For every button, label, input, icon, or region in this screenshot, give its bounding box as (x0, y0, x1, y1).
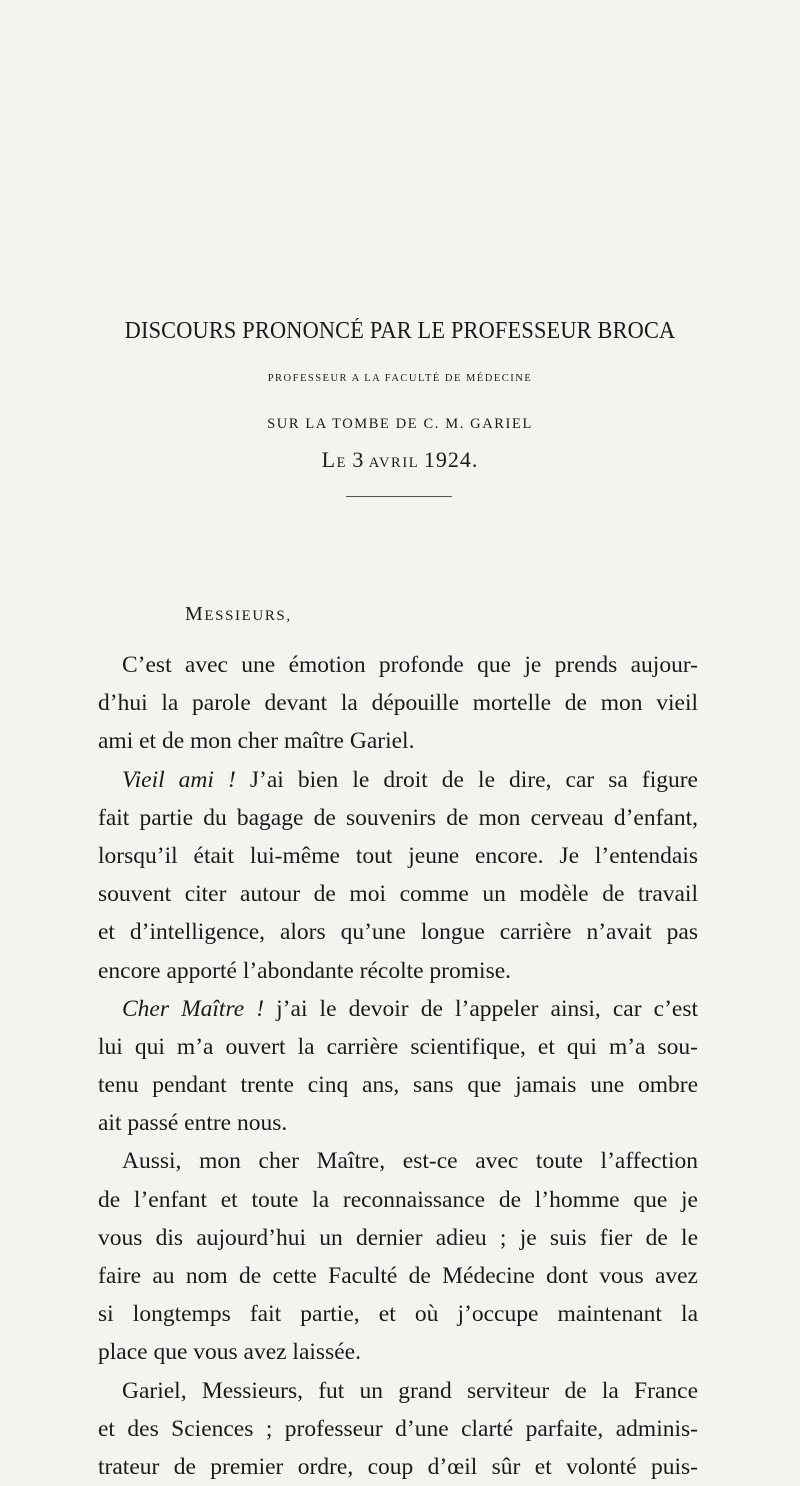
paragraph-line (98, 1372, 698, 1410)
separator-rule (346, 496, 452, 497)
paragraph-line (98, 684, 698, 722)
paragraph-line (98, 1066, 698, 1104)
date-prefix-rest: E (336, 455, 353, 471)
paragraph-line (98, 761, 698, 799)
line-text: Aussi, mon cher Maître, est-ce avec toute l’affection (122, 1148, 698, 1175)
document-title: DISCOURS PRONONCÉ PAR LE PROFESSEUR BROCA (124, 318, 676, 344)
paragraph-line (98, 1295, 698, 1333)
paragraph-line (98, 1257, 698, 1295)
line-text: J’ai bien le droit de le dire, car sa figure (235, 766, 698, 793)
line-text: et des Sciences ; professeur d’une clarté parfaite, adminis- (98, 1415, 698, 1442)
line-text: place que vous avez laissée. (98, 1339, 361, 1366)
paragraph-line (98, 1219, 698, 1257)
date-prefix-initial: L (321, 447, 337, 472)
speech-body (98, 646, 698, 1486)
line-text: lui qui m’a ouvert la carrière scientifique, et qui m’a sou- (98, 1033, 698, 1060)
paragraph-line (98, 875, 698, 913)
line-text: ait passé entre nous. (98, 1110, 288, 1137)
document-subtitle: PROFESSEUR A LA FACULTÉ DE MÉDECINE (267, 373, 533, 384)
paragraph-line (98, 1181, 698, 1219)
paragraph-line (98, 990, 698, 1028)
salutation (185, 603, 292, 626)
paragraph-line (98, 1028, 698, 1066)
date-month: AVRIL (364, 455, 424, 471)
line-text: si longtemps fait partie, et où j’occupe maintenant la (98, 1301, 698, 1328)
line-text: Gariel, Messieurs, fut un grand serviteur de la France (122, 1377, 698, 1404)
paragraph-line (98, 646, 698, 684)
line-text: j’ai le devoir de l’appeler ainsi, car c’est (264, 995, 698, 1022)
date-line (0, 447, 800, 473)
line-text: faire au nom de cette Faculté de Médecine dont vous avez (98, 1263, 698, 1289)
line-text: souvent citer autour de moi comme un modèle de travail (98, 881, 698, 908)
date-day: 3 (352, 447, 365, 472)
paragraph-line (98, 952, 698, 990)
salutation-rest: ESSIEURS, (204, 608, 292, 624)
paragraph-line (98, 1142, 698, 1180)
italic-phrase: Vieil ami ! (122, 766, 236, 793)
paragraph-line (98, 1410, 698, 1448)
paragraph-line (98, 1448, 698, 1486)
line-text: ami et de mon cher maître Gariel. (98, 728, 415, 755)
line-text: encore apporté l’abondante récolte promise. (98, 957, 512, 984)
paragraph-line (98, 799, 698, 837)
line-text: d’hui la parole devant la dépouille mortelle de mon vieil (98, 690, 698, 717)
line-text: de l’enfant et toute la reconnaissance de l’homme que je (98, 1186, 698, 1213)
paragraph-line (98, 837, 698, 875)
paragraph-line (98, 1333, 698, 1371)
paragraph-line (98, 1104, 698, 1142)
line-text: tenu pendant trente cinq ans, sans que jamais une ombre (98, 1072, 698, 1099)
paragraph-line (98, 913, 698, 951)
occasion-line: SUR LA TOMBE DE C. M. GARIEL (267, 416, 533, 432)
paragraph-line (98, 722, 698, 760)
line-text: C’est avec une émotion profonde que je prends aujour- (122, 652, 698, 678)
line-text: et d’intelligence, alors qu’une longue carrière n’avait pas (98, 919, 698, 946)
italic-phrase: Cher Maître ! (122, 995, 265, 1022)
line-text: lorsqu’il était lui-même tout jeune encore. Je l’entendais (98, 842, 698, 869)
salutation-initial: M (185, 603, 205, 625)
line-text: fait partie du bagage de souvenirs de mon cerveau d’enfant, (98, 804, 698, 831)
date-year: 1924. (423, 447, 479, 472)
line-text: vous dis aujourd’hui un dernier adieu ; je suis fier de le (98, 1224, 698, 1251)
line-text: trateur de premier ordre, coup d’œil sûr et volonté puis- (98, 1453, 698, 1480)
